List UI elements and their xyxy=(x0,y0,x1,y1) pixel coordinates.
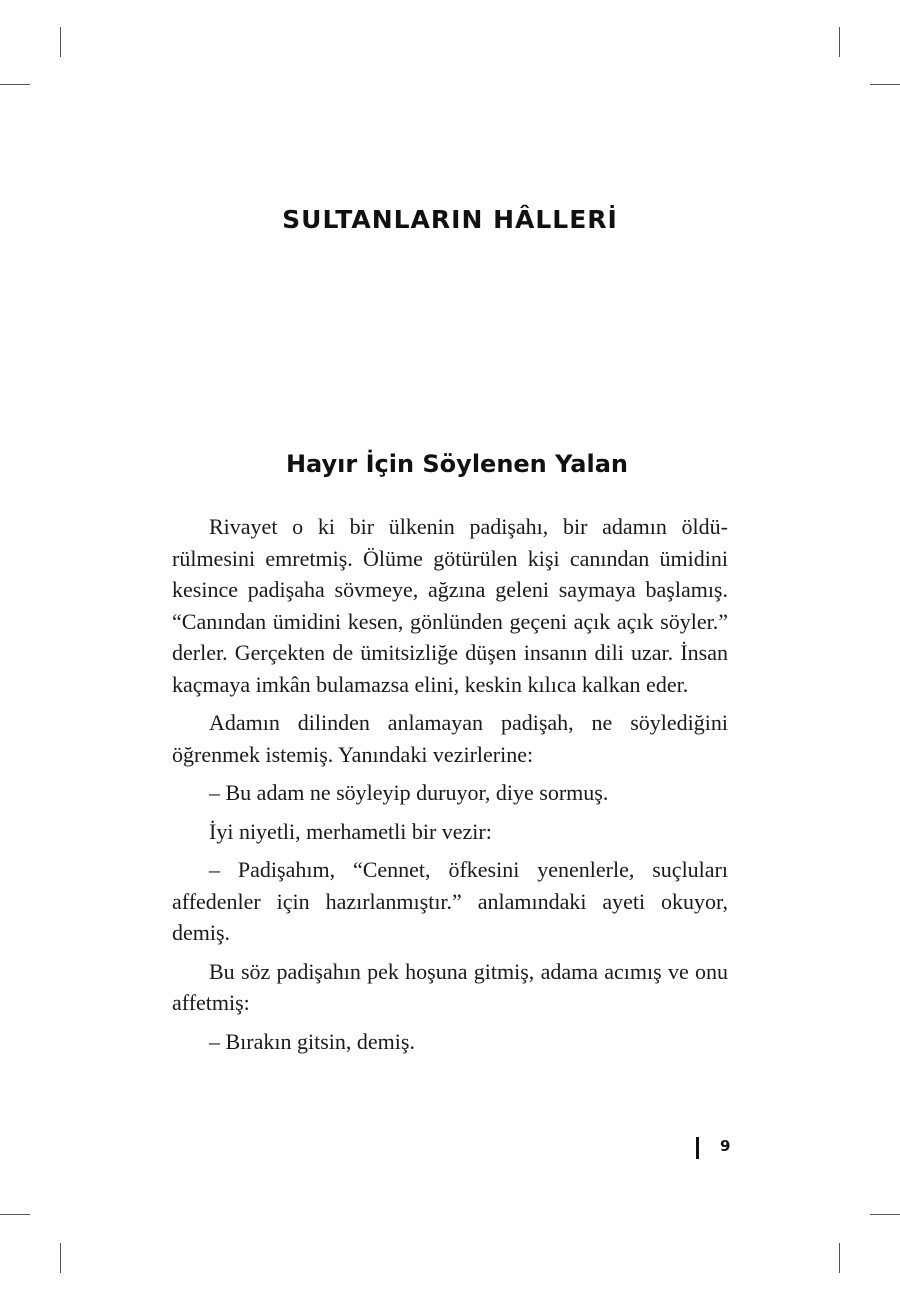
dialogue-line: – Padişahım, “Cennet, öfkesini yenenlerle, suçluları affedenler için hazırlanmıştır.” anlamındaki ayeti okuyor, demiş. xyxy=(172,857,728,945)
crop-mark-top-right-vertical xyxy=(839,27,840,57)
crop-mark-bottom-left-vertical xyxy=(60,1243,61,1273)
crop-mark-top-left-vertical xyxy=(60,27,61,57)
paragraph: Rivayet o ki bir ülkenin padişahı, bir adamın öldürülmesini emretmiş. Ölüme götürülen kişi canından ümidini kesince padişaha sövmeye, ağzına geleni saymaya başlamış. “Canından ümidini kesen, gönlünden geçeni açık açık söyler.” derler. Gerçekten de ümitsizliğe düşen insanın dili uzar. İnsan kaçmaya imkân bulamazsa elini, keskin kılıca kalkan eder. xyxy=(172,514,728,697)
crop-mark-bottom-right-horizontal xyxy=(870,1214,900,1215)
page-number: 9 xyxy=(720,1137,731,1155)
crop-mark-top-right-horizontal xyxy=(870,84,900,85)
story-body xyxy=(172,511,728,1064)
crop-mark-top-left-horizontal xyxy=(0,84,30,85)
chapter-title: SULTANLARIN HÂLLERİ xyxy=(282,205,618,234)
paragraph: Adamın dilinden anlamayan padişah, ne söylediğini öğrenmek istemiş. Yanındaki vezirlerine: xyxy=(172,710,728,767)
dialogue-line: – Bırakın gitsin, demiş. xyxy=(209,1028,415,1054)
paragraph: İyi niyetli, merhametli bir vezir: xyxy=(209,818,492,844)
page-number-bar xyxy=(696,1137,699,1159)
paragraph: Bu söz padişahın pek hoşuna gitmiş, adama acımış ve onu affetmiş: xyxy=(172,958,728,1015)
story-title: Hayır İçin Söylenen Yalan xyxy=(285,450,629,478)
crop-mark-bottom-right-vertical xyxy=(839,1243,840,1273)
dialogue-line: – Bu adam ne söyleyip duruyor, diye sormuş. xyxy=(209,780,609,805)
crop-mark-bottom-left-horizontal xyxy=(0,1214,30,1215)
